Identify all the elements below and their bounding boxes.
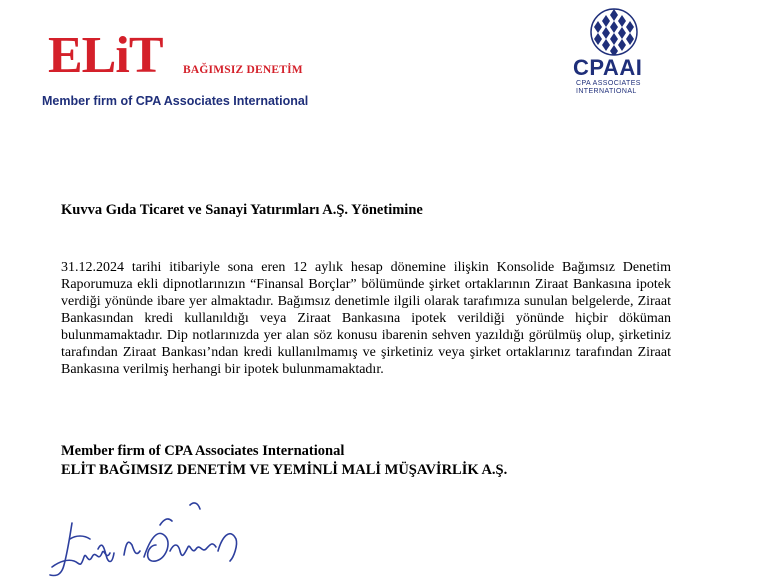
- cpaai-globe-icon: [588, 6, 640, 58]
- elit-logo-tagline: BAĞIMSIZ DENETİM: [183, 64, 303, 76]
- handwritten-signature: [40, 495, 250, 582]
- cpaai-subline-2: INTERNATIONAL: [576, 88, 637, 95]
- elit-logo-wordmark: ELiT: [48, 27, 163, 84]
- cpaai-subline-1: CPA ASSOCIATES: [576, 80, 641, 87]
- member-firm-line: Member firm of CPA Associates International: [42, 94, 309, 108]
- signoff-member-firm: Member firm of CPA Associates International: [61, 443, 345, 459]
- letter-body: 31.12.2024 tarihi itibariyle sona eren 12 aylık hesap dönemine ilişkin Konsolide Bağımsız Denetim Raporumuza ekli dipnotlarınızın “Finansal Borçlar” bölümünde şirket ortaklarının Ziraat Bankasına ipotek verdiği yönünde ibare yer almaktadır. Bağımsız denetimle ilgili olarak tarafımıza sunulan belgelerde, Ziraat Bankasından kredi kullanıldığı veya Ziraat Bankasına ipotek verildiği yönünde hiçbir döküman bulunmamaktadır. Dip notlarınızda yer alan söz konusu ibarenin sehven yazıldığı görülmüş olup, şirketiniz tarafından Ziraat Bankası’ndan kredi kullanılmamış ve şirketiniz veya şirket ortaklarınız tarafından Ziraat Bankasına verilmiş herhangi bir ipotek bulunmamaktadır.: [61, 260, 671, 377]
- cpaai-wordmark: CPAAI: [573, 55, 643, 80]
- letter-recipient: Kuvva Gıda Ticaret ve Sanayi Yatırımları A.Ş. Yönetimine: [61, 202, 423, 218]
- signoff-company-name: ELİT BAĞIMSIZ DENETİM VE YEMİNLİ MALİ MÜŞAVİRLİK A.Ş.: [61, 462, 508, 478]
